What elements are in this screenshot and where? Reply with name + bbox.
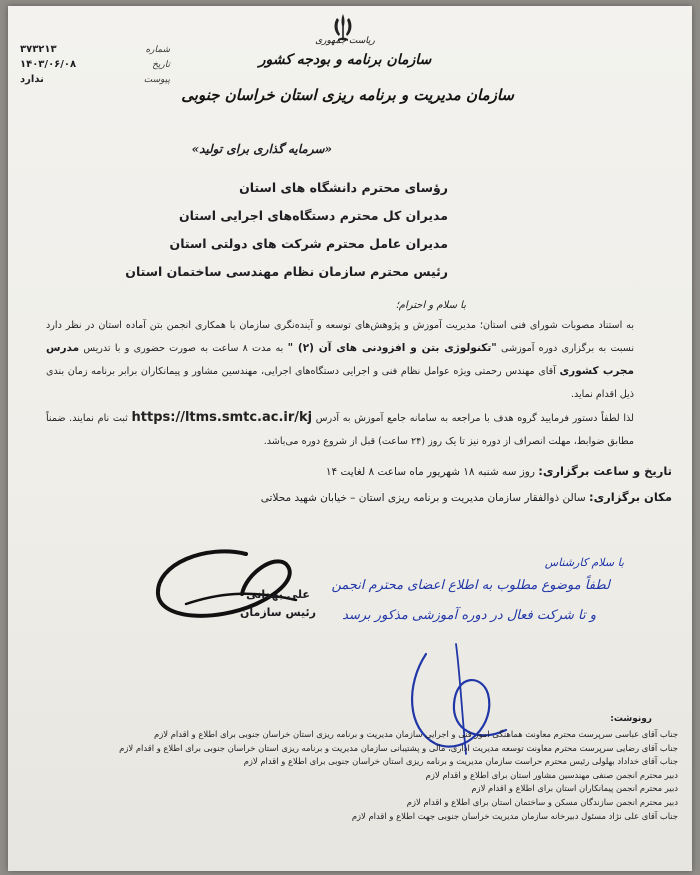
meta-date-row bbox=[20, 57, 170, 72]
course-title: "تکنولوژی بتن و افزودنی های آن (۲) " bbox=[287, 342, 497, 354]
body-paragraph-1 bbox=[46, 314, 634, 406]
recipient-item: مدیران عامل محترم شرکت های دولتی استان bbox=[169, 236, 448, 251]
signature-block bbox=[228, 586, 328, 622]
recipients-list bbox=[125, 174, 448, 286]
cc-item: دبیر محترم انجمن پیمانکاران استان برای اطلاع و اقدام لازم bbox=[471, 783, 678, 794]
venue-label: مکان برگزاری: bbox=[589, 490, 672, 504]
date-label: تاریخ bbox=[152, 59, 170, 70]
body-text: به استناد مصوبات شورای فنی استان؛ مدیریت آموزش و پژوهش‌های توسعه و آینده‌نگری سازمان با همکاری انجمن بتن آماده استان در نظر دارد نسبت به برگزاری دوره آموزشی bbox=[46, 320, 634, 354]
meta-number-row bbox=[20, 42, 170, 57]
cc-item: جناب آقای علی نژاد مسئول دبیرخانه سازمان مدیریت خراسان جنوبی جهت اطلاع و اقدام لازم bbox=[351, 810, 678, 821]
organization-name: سازمان برنامه و بودجه کشور bbox=[258, 52, 432, 68]
cc-item: جناب آقای خداداد بهلولی رئیس محترم حراست سازمان مدیریت و برنامه ریزی استان خراسان جنوبی برای اطلاع و اقدام لازم bbox=[243, 756, 678, 767]
signatory-name: علی بهدانی bbox=[246, 588, 310, 601]
greeting: با سلام و احترام؛ bbox=[395, 300, 466, 311]
attachment-value: ندارد bbox=[20, 74, 44, 85]
letter-meta bbox=[20, 42, 170, 87]
number-value: ۳۷۳۲۱۳ bbox=[20, 44, 57, 55]
handwritten-note-line: با سلام کارشناس bbox=[544, 556, 624, 569]
cc-item: جناب آقای عباسی سرپرست محترم معاونت هماهنگی امور فنی و اجرایی سازمان مدیریت و برنامه ریزی استان خراسان جنوبی برای اطلاع و اقدام لازم bbox=[154, 729, 678, 739]
schedule-label: تاریخ و ساعت برگزاری: bbox=[538, 464, 672, 478]
registration-link[interactable]: https://ltms.smtc.ac.ir/kj bbox=[131, 410, 313, 425]
recipient-item: رئیس محترم سازمان نظام مهندسی ساختمان استان bbox=[125, 264, 448, 279]
schedule-line bbox=[326, 464, 672, 478]
date-value: ۱۴۰۳/۰۶/۰۸ bbox=[20, 59, 77, 70]
meta-attachment-row bbox=[20, 72, 170, 87]
body-paragraph-2 bbox=[46, 406, 634, 453]
venue-line bbox=[261, 490, 672, 504]
number-label: شماره bbox=[145, 44, 170, 55]
body-text: به مدت ۸ ساعت به صورت حضوری و با تدریس bbox=[79, 343, 288, 354]
cc-item: جناب آقای رضایی سرپرست محترم معاونت توسعه مدیریت اداری، مالی و پشتیبانی سازمان مدیریت و برنامه ریزی استان خراسان جنوبی برای اطلاع و اقدام لازم bbox=[119, 742, 678, 753]
handwritten-note-line: و تا شرکت فعال در دوره آموزشی مذکور برسد bbox=[342, 608, 596, 623]
cc-list bbox=[8, 728, 678, 823]
slogan: «سرمایه گذاری برای تولید» bbox=[191, 142, 332, 156]
presidency-label: ریاست جمهوری bbox=[315, 36, 375, 46]
cc-title: رونوشت: bbox=[610, 714, 652, 724]
province-organization-name: سازمان مدیریت و برنامه ریزی استان خراسان جنوبی bbox=[181, 86, 514, 104]
cc-item: دبیر محترم انجمن صنفی مهندسین مشاور استان برای اطلاع و اقدام لازم bbox=[425, 769, 678, 780]
handwritten-note-line: لطفاً موضوع مطلوب به اطلاع اعضای محترم انجمن bbox=[331, 578, 610, 593]
attachment-label: پیوست bbox=[143, 74, 170, 85]
letter-body bbox=[46, 314, 634, 453]
instructor-label: مدرس مجرب کشوری bbox=[46, 342, 635, 377]
letter-page bbox=[8, 6, 692, 871]
schedule-value: روز سه شنبه ۱۸ شهریور ماه ساعت ۸ لغایت ۱۴ bbox=[325, 466, 539, 478]
body-text: آقای مهندس رحمتی ویژه عوامل نظام فنی و اجرایی دستگاه‌های اجرایی، مهندسین مشاور و پیمانکاران برابر برنامه زمان بندی ذیل اقدام نماید. bbox=[46, 366, 634, 400]
recipient-item: رؤسای محترم دانشگاه های استان bbox=[239, 180, 448, 195]
cc-item: دبیر محترم انجمن سازندگان مسکن و ساختمان استان برای اطلاع و اقدام لازم bbox=[406, 796, 678, 807]
venue-value: سالن ذوالفقار سازمان مدیریت و برنامه ریزی استان – خیابان شهید محلاتی bbox=[260, 492, 590, 504]
recipient-item: مدیران کل محترم دستگاه‌های اجرایی استان bbox=[178, 208, 448, 223]
body-text: ثبت نام نمایند. ضمناً مطابق ضوابط، مهلت انصراف از دوره نیز تا یک روز (۲۴ ساعت) قبل از شروع دوره می‌باشد. bbox=[46, 413, 634, 447]
body-text: لذا لطفاً دستور فرمایید گروه هدف با مراجعه به سامانه جامع آموزش به آدرس bbox=[312, 413, 634, 424]
signatory-title: رئیس سازمان bbox=[240, 606, 316, 619]
